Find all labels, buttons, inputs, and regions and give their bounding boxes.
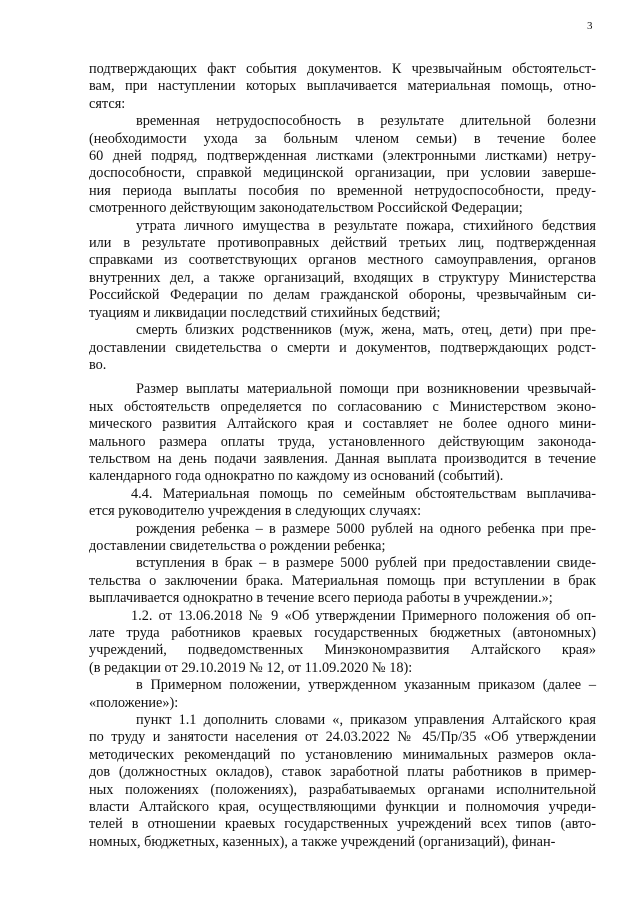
text-line: 4.4. Материальная помощь по семейным обстоятельствам выплачива-	[131, 485, 596, 502]
text-line: или в результате противоправных действий третьих лиц, подтвержденная	[89, 235, 596, 252]
text-line: ния периода выплаты пособия по временной нетрудоспособности, преду-	[89, 182, 596, 199]
text-line: (в редакции от 29.10.2019 № 12, от 11.09.2020 № 18):	[89, 659, 413, 676]
text-line: по труду и занятости населения от 24.03.2022 № 45/Пр/35 «Об утверждении	[89, 729, 596, 746]
text-line: учреждений, подведомственных Минэкономразвития Алтайского края»	[89, 642, 596, 659]
text-line: вступления в брак – в размере 5000 рублей при предоставлении свиде-	[136, 555, 596, 572]
text-line: пункт 1.1 дополнить словами «, приказом управления Алтайского края	[136, 712, 596, 729]
paragraph-gap	[89, 374, 596, 381]
text-line: смерть близких родственников (муж, жена, мать, отец, дети) при пре-	[136, 322, 596, 339]
text-line: рождения ребенка – в размере 5000 рублей на одного ребенка при пре-	[136, 520, 596, 537]
text-line: номных, бюджетных, казенных), а также учреждений (организаций), финан-	[89, 833, 556, 850]
text-line: методических рекомендаций по установлению минимальных размеров окла-	[89, 746, 596, 763]
text-line: во.	[89, 356, 107, 373]
text-line: «положение»):	[89, 694, 179, 711]
text-line: справками из соответствующих органов местного самоуправления, органов	[89, 252, 596, 269]
text-line: утрата личного имущества в результате пожара, стихийного бедствия	[136, 217, 596, 234]
paragraph	[89, 608, 596, 678]
paragraph	[89, 113, 596, 217]
document-body	[89, 61, 596, 851]
text-line: 60 дней подряд, подтвержденная листками (электронными листками) нетру-	[89, 148, 596, 165]
paragraph	[89, 486, 596, 521]
text-line: Размер выплаты материальной помощи при возникновении чрезвычай-	[136, 381, 596, 398]
paragraph	[89, 677, 596, 712]
text-line: доспособности, справкой медицинской организации, при условии заверше-	[89, 165, 596, 182]
text-line: сятся:	[89, 95, 126, 112]
text-line: туациям и ликвидации последствий стихийных бедствий;	[89, 304, 441, 321]
text-line: ных обстоятельств определяется по согласованию с Министерством эконо-	[89, 398, 596, 415]
text-line: тельством на день подачи заявления. Данная выплата производится в течение	[89, 450, 596, 467]
text-line: телей в отношении краевых государственных учреждений всех типов (авто-	[89, 816, 596, 833]
text-line: в Примерном положении, утвержденном указанным приказом (далее –	[136, 677, 596, 694]
text-line: Российской Федерации по делам гражданской обороны, чрезвычайным си-	[89, 287, 596, 304]
text-line: 1.2. от 13.06.2018 № 9 «Об утверждении Примерного положения об оп-	[131, 607, 596, 624]
paragraph	[89, 322, 596, 374]
text-line: внутренних дел, а также организаций, входящих в структуру Министерства	[89, 269, 596, 286]
paragraph	[89, 555, 596, 607]
text-line: временная нетрудоспособность в результате длительной болезни	[136, 113, 596, 130]
text-line: подтверждающих факт события документов. К чрезвычайным обстоятельст-	[89, 61, 596, 77]
text-line: доставлении свидетельства о рождении ребенка;	[89, 537, 386, 554]
page-number: 3	[587, 20, 593, 32]
text-line: мического развития Алтайского края и составляет не более одного мини-	[89, 416, 596, 433]
text-line: мального размера оплаты труда, установленного действующим законода-	[89, 433, 596, 450]
text-line: вам, при наступлении которых выплачивается материальная помощь, отно-	[89, 78, 596, 95]
text-line: выплачивается однократно в течение всего периода работы в учреждении.»;	[89, 590, 553, 607]
text-line: лате труда работников краевых государственных бюджетных (автономных)	[89, 625, 596, 641]
paragraph	[89, 521, 596, 556]
text-line: тельства о заключении брака. Материальная помощь при вступлении в брак	[89, 572, 596, 589]
paragraph	[89, 218, 596, 322]
paragraph	[89, 712, 596, 851]
text-line: доставлении свидетельства о смерти и документов, подтверждающих родст-	[89, 339, 596, 356]
text-line: ных положениях (положениях), разрабатываемых органами исполнительной	[89, 781, 596, 798]
paragraph	[89, 61, 596, 113]
text-line: (необходимости ухода за больным членом семьи) в течение более	[89, 130, 596, 147]
paragraph	[89, 381, 596, 485]
text-line: ется руководителю учреждения в следующих случаях:	[89, 503, 422, 520]
text-line: смотренного действующим законодательством Российской Федерации;	[89, 200, 523, 217]
text-line: власти Алтайского края, осуществляющими функции и полномочия учреди-	[89, 799, 596, 816]
text-line: календарного года однократно по каждому из оснований (событий).	[89, 468, 504, 485]
text-line: дов (должностных окладов), ставок заработной платы работников в пример-	[89, 764, 596, 781]
